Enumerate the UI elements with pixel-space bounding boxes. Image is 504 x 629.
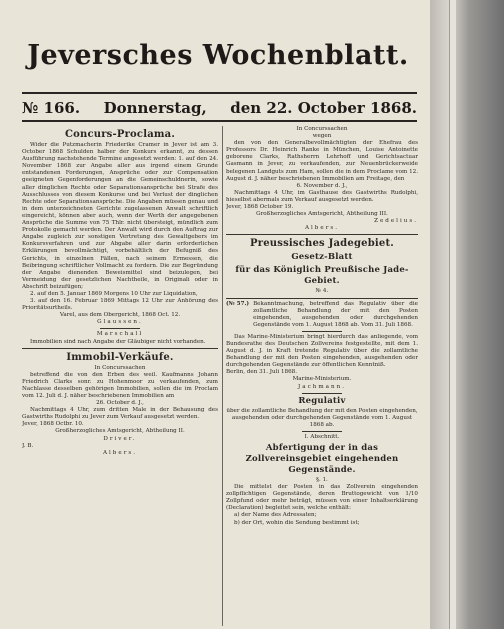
immobil-heading: Immobil-Verkäufe.	[66, 351, 174, 363]
regulativ-heading: Regulativ	[298, 395, 346, 406]
immobil-initials: J. B.	[22, 442, 34, 449]
left-column	[22, 126, 218, 626]
divider	[226, 298, 418, 299]
ministry: Marine-Ministerium.	[292, 376, 352, 383]
page-edge	[449, 0, 456, 629]
section-label: I. Abschnitt.	[304, 433, 340, 440]
law-place: Berlin, den 31. Juli 1868.	[226, 369, 297, 376]
issue-weekday: Donnerstag,	[103, 99, 207, 117]
marschall-note: Immobilien sind nach Angabe der Gläubiger nicht vorhanden.	[30, 338, 206, 345]
right-place: Jever, 1868 October 19.	[226, 204, 294, 211]
divider	[100, 328, 140, 329]
paragraph-item: a) der Name des Adressaten;	[234, 512, 317, 519]
right-body1: den von den Generalbevollmächtigten der Ehefrau des Professors Dr. Heinrich Ranke in München, Louise Antoinette geborene Clarks, Rathsherrn Lehrhoff und Gerichtsactuar Gasmann in Jever, zu verkaufenden, zur Neuenbrückerweide belegenen Landguts zum Ham, sollen die in dem Proclame vom 12. August d. J. näher beschriebenen Immobilien am Freitage, den	[226, 140, 418, 182]
concurs-heading: Concurs-Proclama.	[64, 129, 176, 140]
immobil-body2: Nachmittags 4 Uhr, zum dritten Male in der Behausung des Gastwirths Rudolphi zu Jever zum Verkauf ausgesetzt werden.	[22, 407, 218, 421]
minister: Jachmann.	[298, 383, 346, 390]
divider	[226, 234, 418, 235]
paragraph-text: Die mittelst der Posten in das Zollverein eingehenden zollpflichtigen Gegenstände, deren Bruttogewicht von 1/10 Zollpfund oder mehr beträgt, müssen von einer Inhaltserklärung (Declaration) begleitet sein, welche enthält:	[226, 484, 418, 512]
regulativ-subtitle: über die zollamtliche Behandlung der mit den Posten eingehenden, ausgehenden oder durchgehenden Gegenstände vom 1. August 1868 ab.	[226, 407, 418, 428]
divider	[302, 393, 342, 394]
concurs-body: Wider die Putzmacherin Friederike Cramer in Jever ist am 3. October 1868 Schulden halber der Konkurs erkannt, zu dessen Ausführung nachstehende Termine angesetzt werden: 1. auf den 24. November 1868 zur Angabe aller aus irgend einem Grunde entstandenen Forderungen, Ansprüche oder zur Compensation geeigneten Gegenforderungen an die Gemeinschuldnerin, sowie aller dinglichen Rechte oder Separationsansprüche bei Strafe des Ausschlusses von diesem Konkurse und bei Verlust der dinglichen Rechte oder Separationsansprüche. Die Angaben müssen genau und in dem unterzeichneten Gerichte zugelassenen Anwalt schriftlich eingereicht, können aber auch, wenn der Werth der angegebenen Ansprüche die Summe von 75 Thlr. nicht übersteigt, mündlich zum Protokolle gemacht werden. Der Anwalt wird durch den Auftrag zur Angabe zugleich zur sonstigen Vertretung des Gewaltgebers im Konkursverfahren und zur Abgabe aller darin erforderlichen Erklärungen bevollmächtigt, vorbehältlich der Befugniß des Gerichts, in einzelnen Fällen, nach seinem Ermessen, die Beibringung schriftlicher Vollmacht zu fordern. Die zur Begründung der Angabe dienenden Beweismittel sind beizulegen, bei Vermeidung der gesetzlichen Nachtheile, in Originali oder in Abschrift beizufügen;	[22, 142, 218, 290]
immobil-signature: Driver.	[103, 435, 137, 442]
divider	[302, 331, 342, 332]
paragraph-item: b) der Ort, wohin die Sendung bestimmt ist;	[234, 519, 360, 526]
concurs-signature: Glaussen.	[97, 319, 143, 326]
right-court: Großherzogliches Amtsgericht, Abtheilung III.	[256, 211, 388, 218]
gesetz-heading: Gesetz-Blatt	[291, 252, 353, 263]
concurs-item: 3. auf den 16. Februar 1869 Mittags 12 Uhr zur Anhörung des Prioritätsurtheils.	[22, 298, 218, 312]
law-entry	[226, 301, 418, 329]
issue-line	[22, 99, 417, 117]
marschall-name: Marschall	[96, 331, 144, 338]
masthead-rule	[22, 92, 417, 94]
law-title: Bekanntmachung, betreffend das Regulativ über die zollamtliche Behandlung der mit den Posten eingehenden, ausgehenden oder durchgehenden Gegenstände vom 1. August 1868 ab. Vom 31. Juli 1868.	[253, 300, 418, 328]
right-wegen: wegen	[312, 133, 332, 140]
concurs-item: 2. auf den 5. Januar 1869 Morgens 10 Uhr zur Liquidation,	[30, 290, 198, 297]
right-column	[226, 126, 418, 626]
law-number: (№ 57.)	[226, 300, 250, 307]
right-intro: In Concurssachen	[296, 126, 348, 132]
gesetz-subheading: für das Königlich Preußische Jade-Gebiet.	[235, 265, 409, 287]
prussia-heading: Preussisches Jadegebiet.	[250, 238, 394, 250]
column-divider	[222, 126, 223, 626]
section-title: Abfertigung der in das Zollvereinsgebiet eingehenden Gegenstände.	[245, 443, 399, 475]
issue-rule	[22, 120, 417, 122]
masthead-title: Jeversches Wochenblatt.	[27, 40, 409, 71]
immobil-footer: Albers.	[102, 449, 138, 456]
issue-number: № 166.	[22, 99, 81, 117]
divider	[22, 348, 218, 349]
divider	[302, 431, 342, 432]
paragraph-number: §. 1.	[316, 477, 328, 483]
gesetz-number: № 4.	[315, 288, 329, 295]
right-signature: Zedelius.	[374, 218, 418, 225]
immobil-place: Jever, 1868 Octbr. 10.	[22, 421, 84, 428]
immobil-intro: In Concurssachen	[94, 364, 146, 371]
concurs-date: Varel, aus dem Obergericht, 1868 Oct. 12.	[59, 312, 181, 319]
right-body2: Nachmittags 4 Uhr, im Gasthause des Gastwirths Rudolphi, hieselbst abermals zum Verkauf ausgesetzt werden.	[226, 189, 418, 203]
right-date1: 6. November d. J.,	[296, 182, 348, 189]
right-footer: Albers.	[304, 225, 340, 232]
immobil-body: betreffend die von den Erben des weil. Kaufmanns Johann Friedrich Clarks sonr. zu Hohenmoor zu verkaufenden, zum Nachlasse desselben gehörigen Immobilien, sollen die im Proclam vom 12. Juli d. J. näher beschriebenen Immobilien am	[22, 371, 218, 399]
immobil-date: 26. October d. J.,	[96, 400, 144, 407]
law-text: Das Marine-Ministerium bringt hierdurch das anliegende, vom Bundesrathe des Deutschen Zollvereins festgestellte, mit dem 1. August d. J. in Kraft tretende Regulativ über die zollamtliche Behandlung der mit den Posten eingehenden, ausgehenden oder durchgehenden Gegenstände zur öffentlichen Kenntniß.	[226, 333, 418, 369]
issue-date: den 22. October 1868.	[230, 99, 417, 117]
immobil-court: Großherzogliches Amtsgericht, Abtheilung II.	[55, 428, 185, 435]
book-binding	[426, 0, 504, 629]
